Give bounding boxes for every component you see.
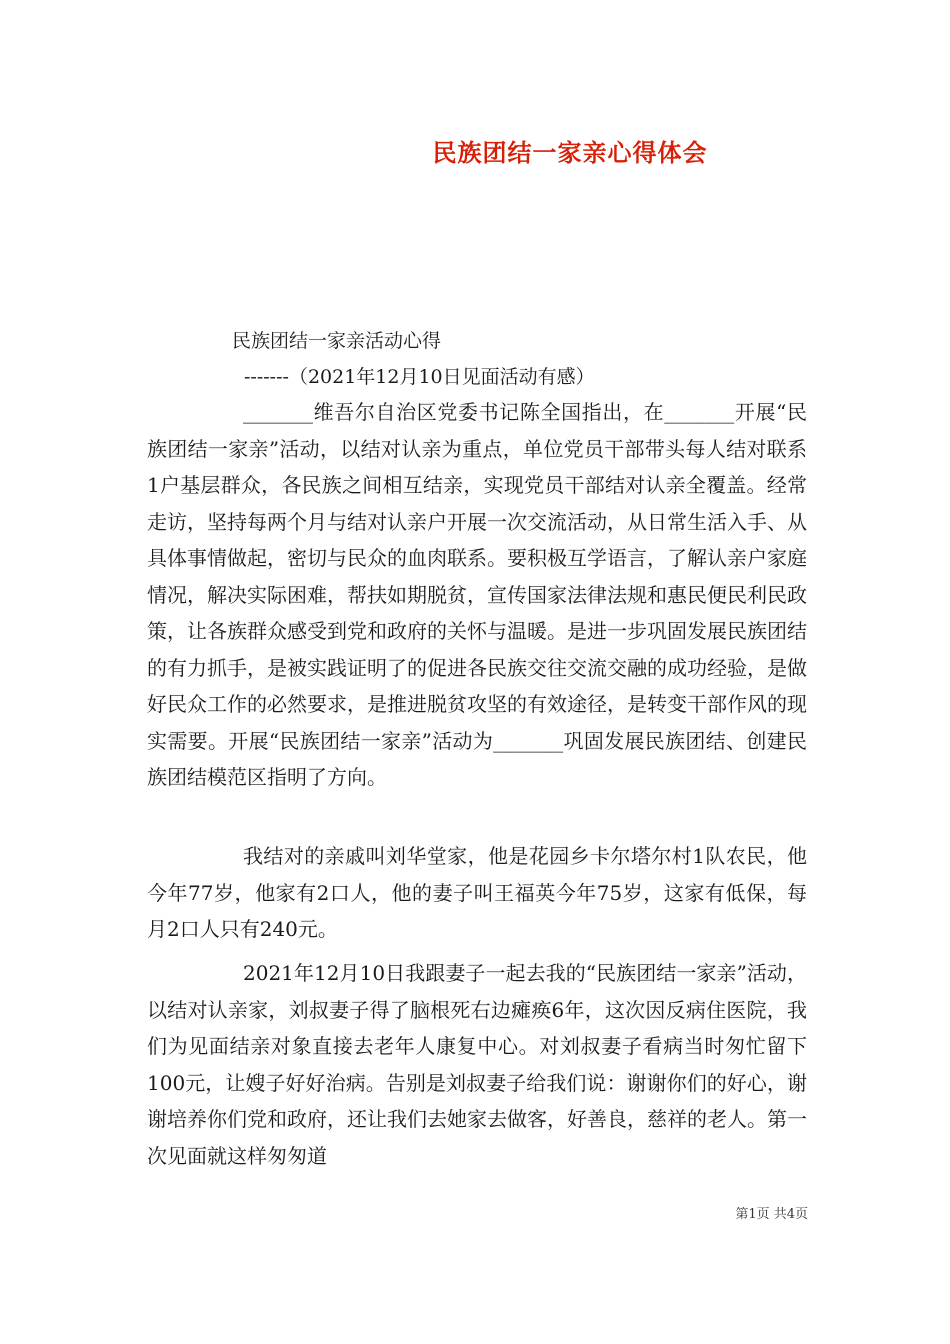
document-subtitle: 民族团结一家亲活动心得	[232, 330, 442, 352]
page-number-footer: 第1页 共4页	[735, 1207, 808, 1222]
body-paragraph: 我结对的亲戚叫刘华堂家，他是花园乡卡尔塔尔村1队农民，他今年77岁，他家有2口人，他的妻子叫王福英今年75岁，这家有低保，每月2口人只有240元。	[147, 844, 807, 941]
document-dateline: -------（2021年12月10日见面活动有感）	[244, 366, 595, 388]
body-paragraph: _______维吾尔自治区党委书记陈全国指出，在_______开展“民族团结一家亲”活动，以结对认亲为重点，单位党员干部带头每人结对联系1户基层群众，各民族之间相互结亲，实现党员干部结对认亲全覆盖。经常走访，坚持每两个月与结对认亲户开展一次交流活动，从日常生活入手、从具体事情做起，密切与民众的血肉联系。要积极互学语言，了解认亲户家庭情况，解决实际困难，帮扶如期脱贫，宣传国家法律法规和惠民便民利民政策，让各族群众感受到党和政府的关怀与温暖。是进一步巩固发展民族团结的有力抓手，是被实践证明了的促进各民族交往交流交融的成功经验，是做好民众工作的必然要求，是推进脱贫攻坚的有效途径，是转变干部作风的现实需要。开展“民族团结一家亲”活动为_______巩固发展民族团结、创建民族团结模范区指明了方向。	[147, 400, 807, 789]
document-title: 民族团结一家亲心得体会	[432, 138, 708, 167]
body-paragraph: 2021年12月10日我跟妻子一起去我的“民族团结一家亲”活动，以结对认亲家，刘叔妻子得了脑根死右边瘫痪6年，这次因反病住医院，我们为见面结亲对象直接去老年人康复中心。对刘叔妻子看病当时匆忙留下100元，让嫂子好好治病。告别是刘叔妻子给我们说：谢谢你们的好心，谢谢培养你们党和政府，还让我们去她家去做客，好善良，慈祥的老人。第一次见面就这样匆匆道	[147, 961, 807, 1168]
